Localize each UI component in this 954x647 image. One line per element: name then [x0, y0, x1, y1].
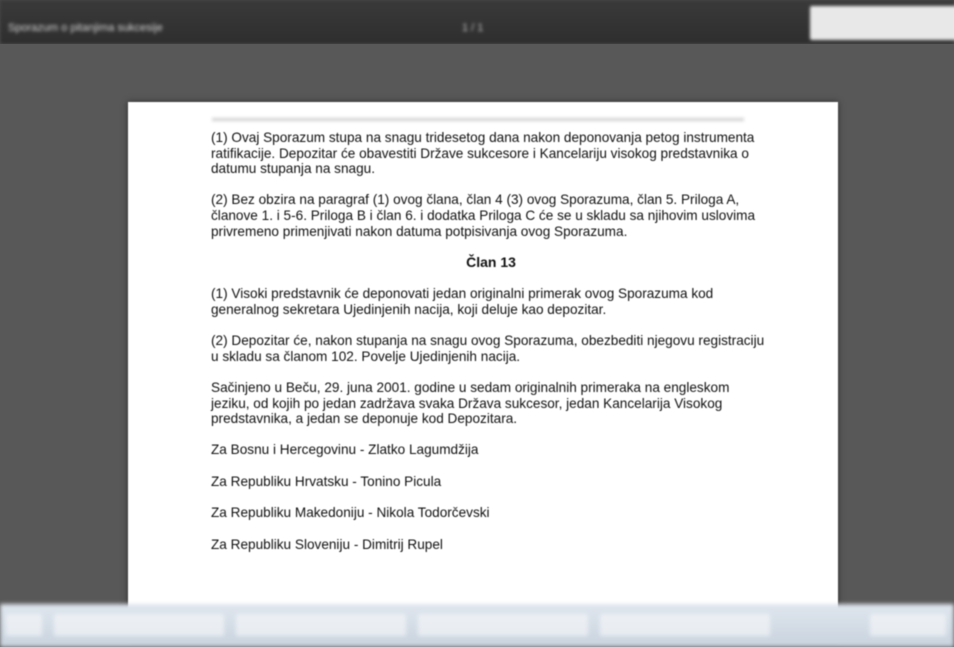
document-viewport[interactable] — [0, 44, 954, 604]
taskbar — [0, 604, 954, 647]
paragraph-5: Sačinjeno u Beču, 29. juna 2001. godine u sedam originalnih primeraka na engleskom jeziku, od kojih po jedan zadržava svaka Država sukcesor, jedan Kancelarija Visokog predstavnika, a jedan se deponuje kod Depozitara. — [211, 379, 730, 427]
taskbar-app-item[interactable] — [236, 614, 406, 636]
signature-line: Za Republiku Hrvatsku - Tonino Picula — [211, 473, 442, 489]
signature-line: Za Republiku Makedoniju - Nikola Todorčevski — [211, 505, 490, 521]
cut-off-text-line — [212, 118, 744, 121]
signature-line: Za Republiku Sloveniju - Dimitrij Rupel — [211, 537, 443, 553]
title-bar — [0, 0, 954, 44]
start-button[interactable] — [6, 614, 42, 636]
signature-line: Za Bosnu i Hercegovinu - Zlatko Lagumdžija — [211, 442, 479, 458]
paragraph-4: (2) Depozitar će, nakon stupanja na snagu ovog Sporazuma, obezbediti njegovu registraciju u skladu sa članom 102. Povelje Ujedinjenih nacija. — [211, 333, 765, 364]
taskbar-app-item[interactable] — [600, 614, 770, 636]
document-content — [211, 130, 771, 569]
paragraph-3: (1) Visoki predstavnik će deponovati jedan originalni primerak ovog Sporazuma kod generalnog sekretara Ujedinjenih nacija, koji deluje kao depozitar. — [211, 286, 714, 317]
system-tray[interactable] — [870, 614, 946, 636]
search-input[interactable] — [810, 6, 954, 40]
paragraph-1: (1) Ovaj Sporazum stupa na snagu tridesetog dana nakon deponovanja petog instrumenta ratifikacije. Depozitar će obavestiti Države sukcesore i Kancelariju visokog predstavnika o datumu stupanja na snagu. — [211, 130, 755, 177]
article-heading: Član 13 — [466, 253, 516, 270]
taskbar-app-item[interactable] — [418, 614, 588, 636]
document-page — [128, 102, 838, 642]
taskbar-app-item[interactable] — [54, 614, 224, 636]
document-tab[interactable]: Sporazum o pitanjima sukcesije — [8, 22, 163, 34]
page-indicator: 1 / 1 — [462, 22, 484, 34]
paragraph-2: (2) Bez obzira na paragraf (1) ovog člana, član 4 (3) ovog Sporazuma, član 5. Priloga A, članove 1. i 5-6. Priloga B i član 6. i dodatka Priloga C će se u skladu sa njihovim uslovima privremeno primenjivati nakon datuma potpisivanja ovog Sporazuma. — [211, 192, 756, 239]
